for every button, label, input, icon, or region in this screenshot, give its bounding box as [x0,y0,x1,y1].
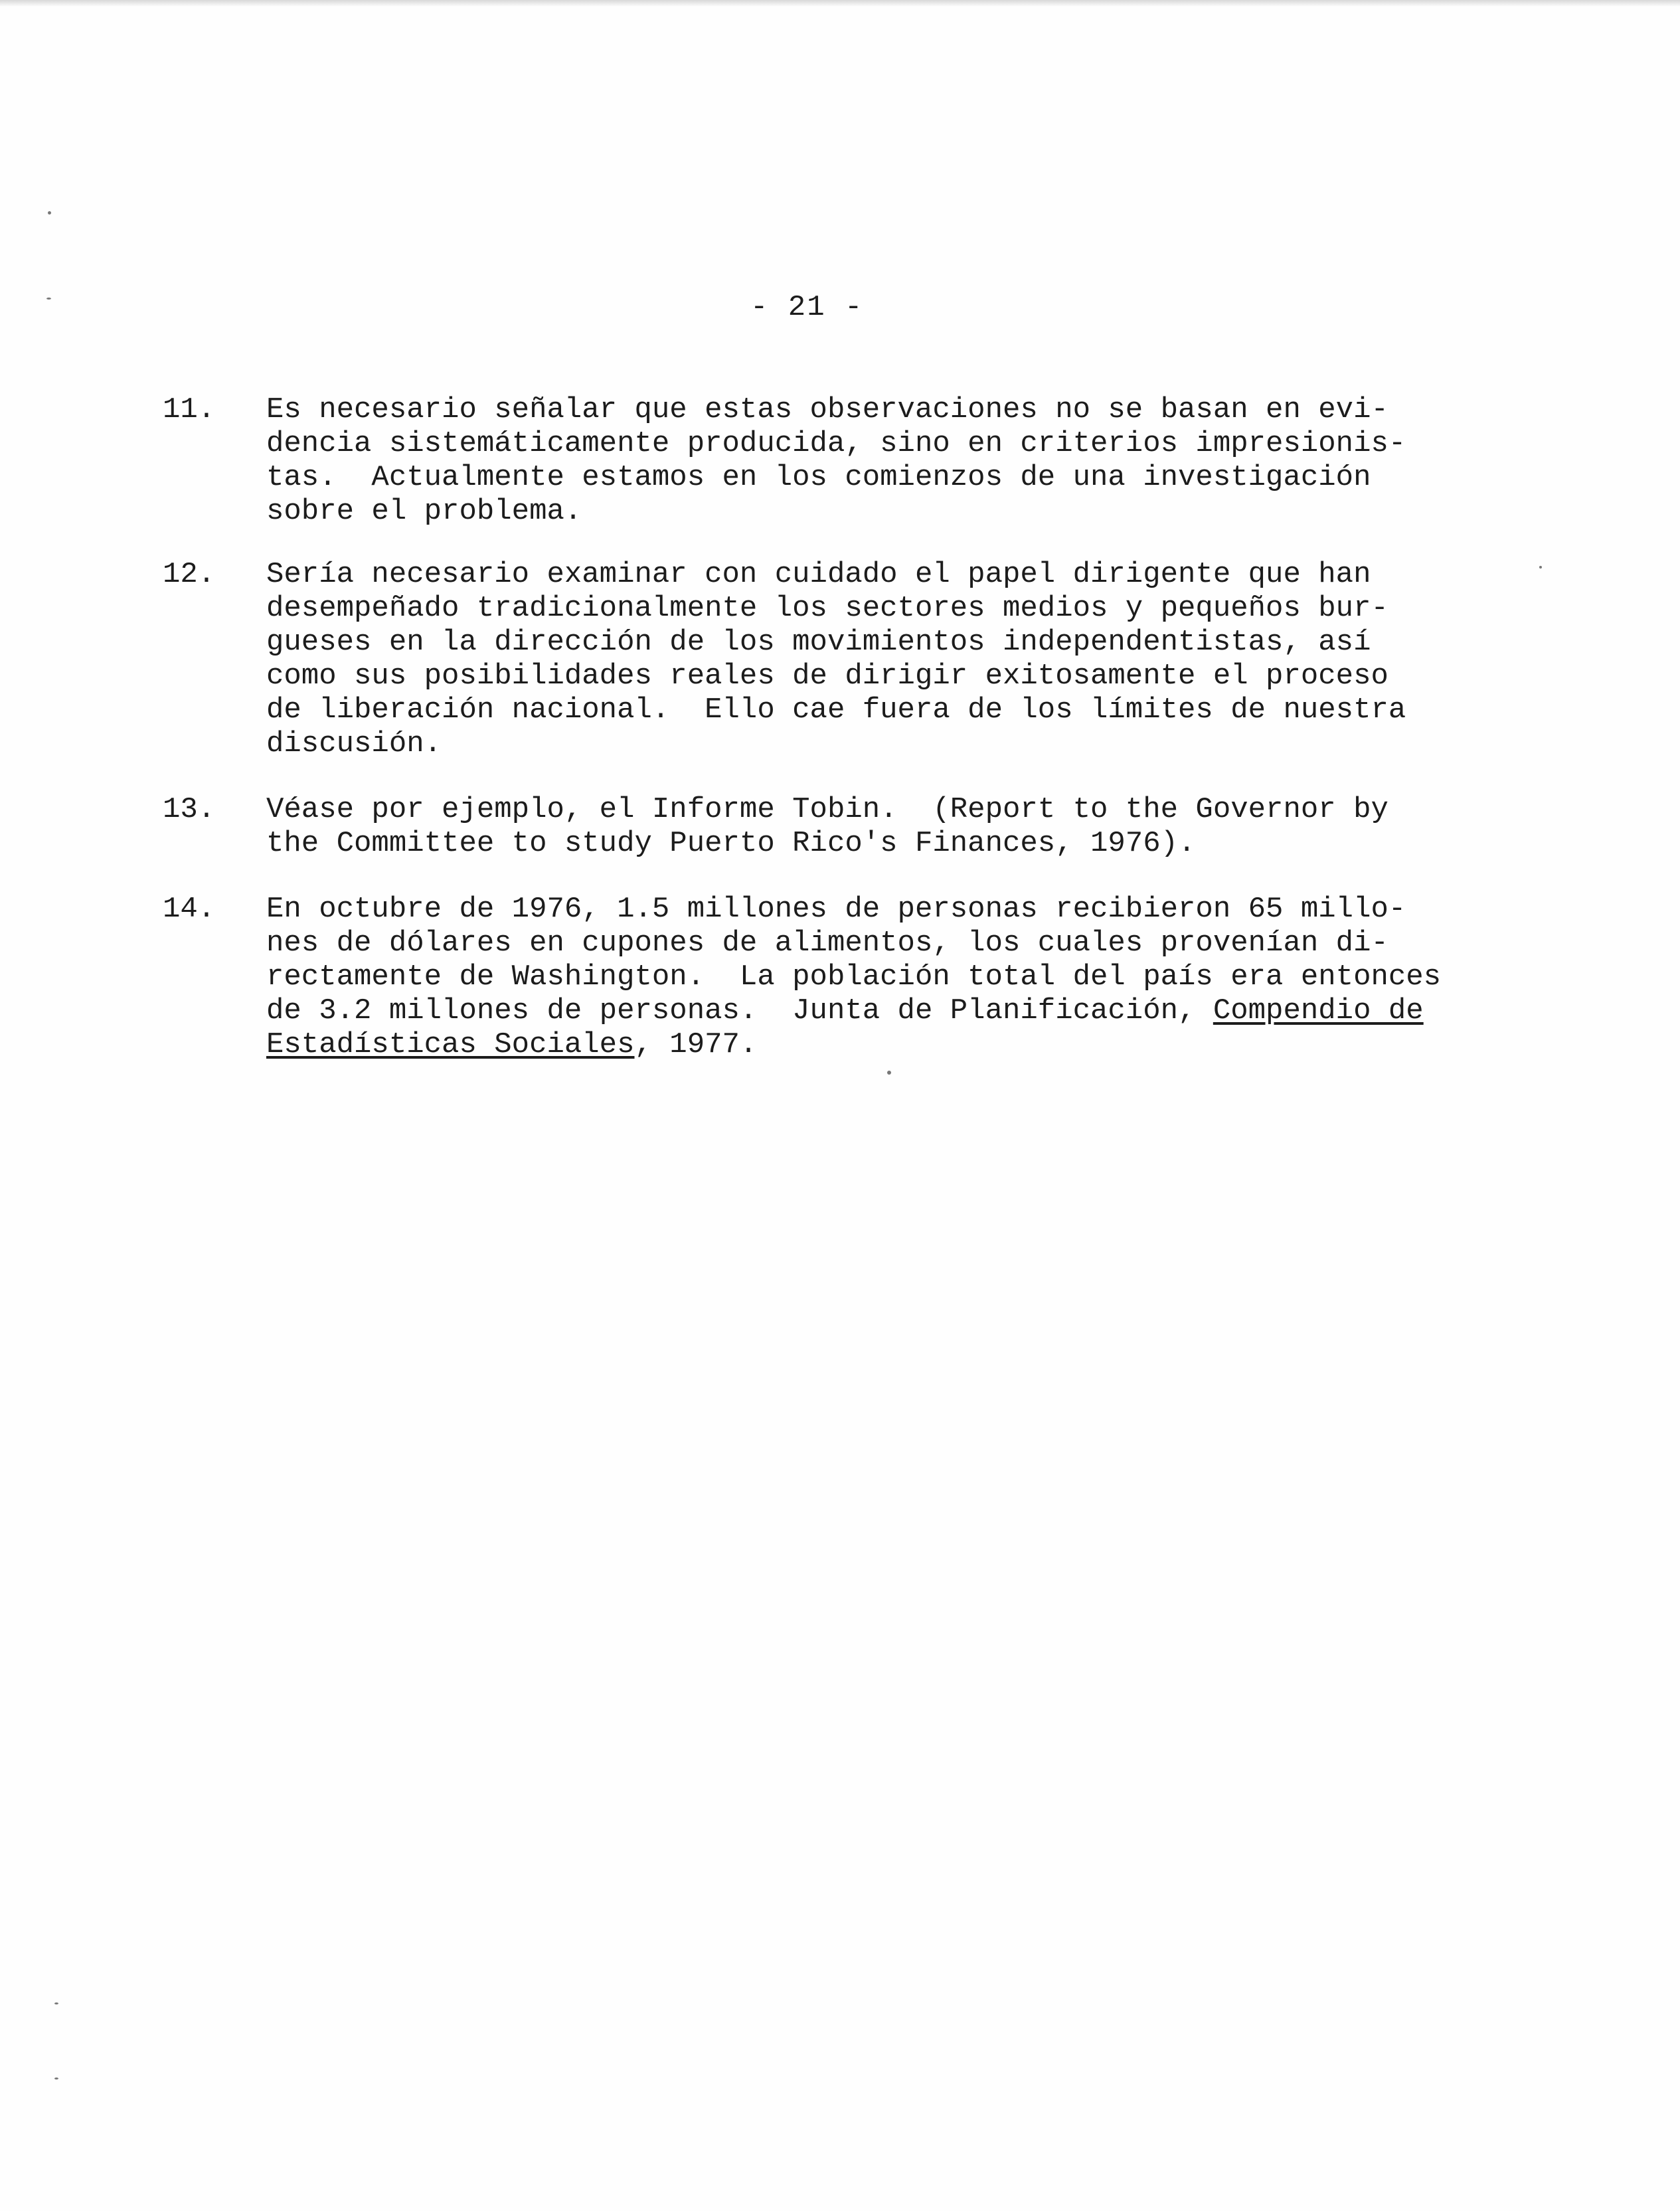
text-line: discusión. [266,727,442,760]
text-line [266,1028,1501,1062]
scan-speck [48,211,51,215]
footnote-text [266,893,1501,1062]
footnote-text [266,793,1501,861]
text-line: dencia sistemáticamente producida, sino en criterios impresionis- [266,427,1406,460]
footnote-number: 14. [163,893,216,926]
text-line: de liberación nacional. Ello cae fuera de los límites de nuestra [266,693,1406,727]
text-line: gueses en la dirección de los movimientos independentistas, así [266,626,1371,659]
citation-year: , 1977. [634,1028,758,1061]
footnote-number: 13. [163,793,216,826]
footnote-number: 11. [163,393,216,426]
scan-speck [1539,566,1542,569]
text-line: sobre el problema. [266,495,582,528]
text-line: Véase por ejemplo, el Informe Tobin. (Report to the Governor by [266,793,1388,826]
scan-speck [54,2078,58,2079]
footnote-text [266,393,1501,529]
scan-speck [887,1071,891,1075]
text-line: tas. Actualmente estamos en los comienzos de una investigación [266,461,1371,494]
text-line: desempeñado tradicionalmente los sectores medios y pequeños bur- [266,592,1388,625]
text-line: nes de dólares en cupones de alimentos, los cuales provenían di- [266,927,1388,960]
publication-title: Compendio de [1213,994,1424,1027]
text-line: rectamente de Washington. La población total del país era entonces [266,960,1442,994]
text-line: Sería necesario examinar con cuidado el papel dirigente que han [266,558,1371,591]
publication-title: Estadísticas Sociales [266,1028,635,1061]
text-line: Es necesario señalar que estas observaciones no se basan en evi- [266,393,1388,426]
text-line: como sus posibilidades reales de dirigir exitosamente el proceso [266,660,1388,693]
footnote-text [266,558,1501,761]
text-line: the Committee to study Puerto Rico's Finances, 1976). [266,827,1196,860]
scan-top-edge [0,0,1680,7]
footnote-number: 12. [163,558,216,591]
scan-speck [54,2002,58,2004]
text-line: En octubre de 1976, 1.5 millones de personas recibieron 65 millo- [266,893,1406,926]
text-segment: de 3.2 millones de personas. Junta de Planificación, [266,994,1213,1027]
scan-speck [46,298,51,300]
text-line [266,994,1501,1028]
page-number: - 21 - [750,291,864,324]
